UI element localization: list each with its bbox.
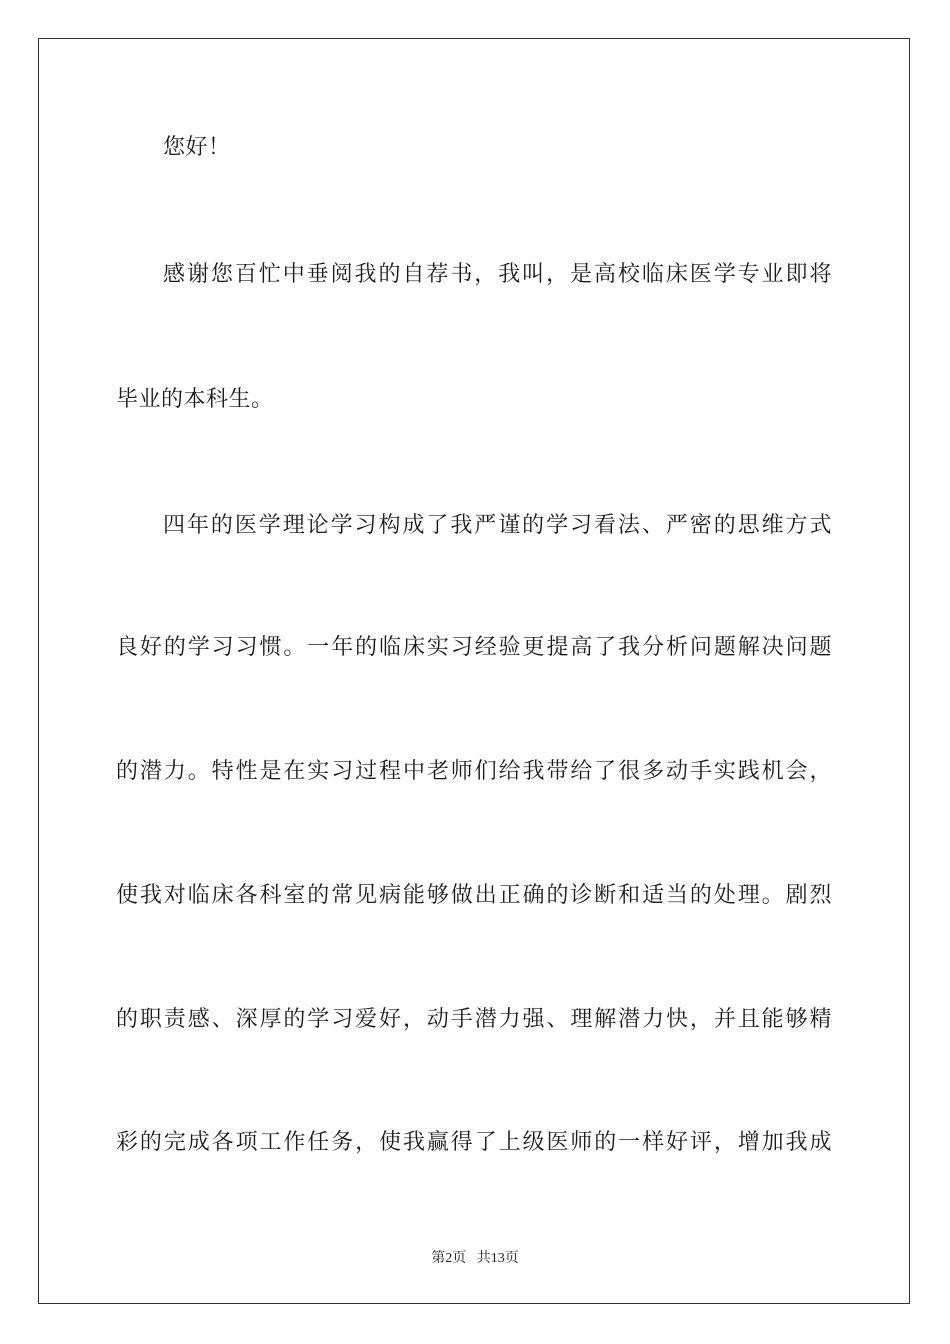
page-number-footer: 第2页 共13页	[431, 1251, 519, 1266]
paragraph-line: 的职责感、深厚的学习爱好，动手潜力强、理解潜力快，并且能够精	[116, 1007, 832, 1032]
paragraph-line: 的潜力。特性是在实习过程中老师们给我带给了很多动手实践机会，	[116, 759, 832, 784]
paragraph-line: 彩的完成各项工作任务，使我赢得了上级医师的一样好评，增加我成	[116, 1130, 832, 1155]
paragraph-line: 良好的学习习惯。一年的临床实习经验更提高了我分析问题解决问题	[116, 635, 832, 660]
paragraph-line: 感谢您百忙中垂阅我的自荐书，我叫，是高校临床医学专业即将	[163, 262, 832, 287]
paragraph-line: 毕业的本科生。	[116, 387, 274, 412]
paragraph-line: 使我对临床各科室的常见病能够做出正确的诊断和适当的处理。剧烈	[116, 883, 832, 908]
page-border	[38, 38, 910, 1304]
paragraph-line: 四年的医学理论学习构成了我严谨的学习看法、严密的思维方式	[163, 513, 832, 538]
greeting-line: 您好！	[163, 135, 231, 160]
